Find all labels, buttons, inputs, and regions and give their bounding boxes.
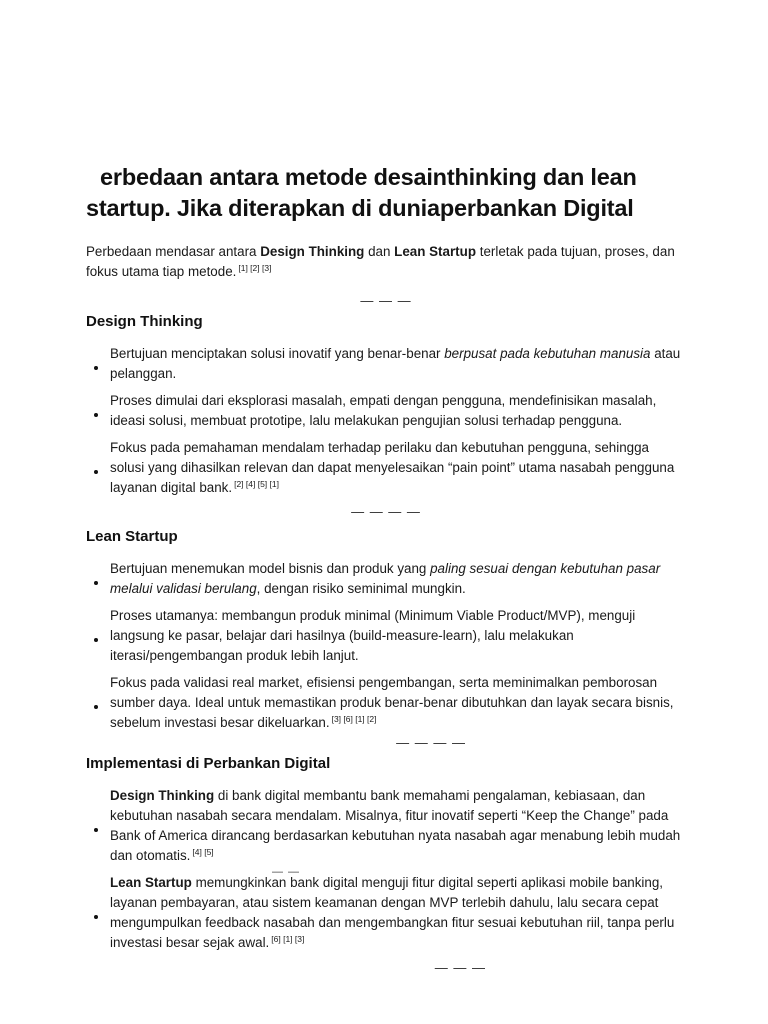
- section-heading-lean-startup: Lean Startup: [86, 528, 178, 545]
- list-item: [86, 559, 686, 599]
- stray-mark: — —: [272, 866, 301, 878]
- implementasi-list: [86, 786, 686, 953]
- list-item-text: memungkinkan bank digital menguji fitur digital seperti aplikasi mobile banking, layanan pembayaran, atau sistem keamanan dengan MVP terlebih dahulu, lalu secara cepat mengumpulkan feedback nasabah dan mengembangkan fitur sesuai kebutuhan riil, tanpa perlu investasi besar sejak awal.: [110, 875, 675, 950]
- bullet-icon: [94, 915, 98, 919]
- list-item-text: , dengan risiko seminimal mungkin.: [256, 581, 466, 596]
- list-item: [86, 606, 686, 666]
- list-item: [86, 344, 686, 384]
- divider: — — — —: [396, 735, 466, 750]
- page-title: [86, 162, 686, 224]
- bullet-icon: [94, 638, 98, 642]
- list-item: [86, 873, 686, 953]
- list-item-text: Bertujuan menciptakan solusi inovatif yang benar-benar: [110, 346, 445, 361]
- list-item-bold: Lean Startup: [110, 875, 192, 890]
- list-item-text: di bank digital membantu bank memahami pengalaman, kebiasaan, dan kebutuhan nasabah secara mendalam. Misalnya, fitur inovatif seperti “Keep the Change” pada Bank of America dirancang berdasarkan kebutuhan nyata nasabah agar menabung lebih mudah dan otomatis.: [110, 788, 681, 863]
- divider: — — —: [360, 293, 412, 308]
- bullet-icon: [94, 366, 98, 370]
- list-item-text: Proses dimulai dari eksplorasi masalah, empati dengan pengguna, mendefinisikan masalah, ideasi solusi, membuat prototipe, lalu melakukan pengujian solusi terhadap pengguna.: [110, 393, 657, 428]
- list-item-text: Bertujuan menemukan model bisnis dan produk yang: [110, 561, 431, 576]
- section-heading-design-thinking: Design Thinking: [86, 313, 203, 330]
- citation-refs[interactable]: [6] [1] [3]: [271, 933, 305, 944]
- list-item: [86, 786, 686, 866]
- section-heading-implementasi: Implementasi di Perbankan Digital: [86, 755, 331, 772]
- list-item-italic: berpusat pada kebutuhan manusia: [444, 346, 651, 361]
- citation-refs[interactable]: [2] [4] [5] [1]: [234, 478, 279, 489]
- bullet-icon: [94, 581, 98, 585]
- list-item: [86, 391, 686, 431]
- divider: — — — —: [351, 504, 421, 519]
- intro-bold-lean-startup: Lean Startup: [394, 244, 476, 259]
- list-item-bold: Design Thinking: [110, 788, 215, 803]
- list-item-italic: paling sesuai dengan kebutuhan pasar melalui validasi berulang: [110, 561, 661, 596]
- intro-paragraph: [86, 242, 686, 282]
- intro-bold-design-thinking: Design Thinking: [260, 244, 365, 259]
- citation-refs[interactable]: [1] [2] [3]: [238, 262, 272, 273]
- list-item-text: atau pelanggan.: [110, 346, 681, 381]
- bullet-icon: [94, 705, 98, 709]
- list-item: [86, 438, 686, 498]
- divider: — — —: [434, 960, 486, 975]
- design-thinking-list: [86, 344, 686, 498]
- list-item: [86, 673, 686, 733]
- document: [86, 162, 686, 975]
- list-item-text: Proses utamanya: membangun produk minimal (Minimum Viable Product/MVP), menguji langsung ke pasar, belajar dari hasilnya (build-measure-learn), lalu melakukan iterasi/pengembangan produk lebih lanjut.: [110, 608, 636, 663]
- intro-text: dan: [364, 244, 395, 259]
- citation-refs[interactable]: [4] [5]: [192, 846, 214, 857]
- page-title-text: erbedaan antara metode desainthinking dan lean startup. Jika diterapkan di duniaperbankan Digital: [86, 164, 637, 221]
- bullet-icon: [94, 470, 98, 474]
- list-item-text: Fokus pada pemahaman mendalam terhadap perilaku dan kebutuhan pengguna, sehingga solusi yang dihasilkan relevan dan dapat menyelesaikan “pain point” utama nasabah pengguna layanan digital bank.: [110, 440, 675, 495]
- citation-refs[interactable]: [3] [6] [1] [2]: [331, 713, 377, 724]
- bullet-icon: [94, 828, 98, 832]
- lean-startup-list: [86, 559, 686, 733]
- intro-text: Perbedaan mendasar antara: [86, 244, 261, 259]
- intro-text: terletak pada tujuan, proses, dan fokus utama tiap metode.: [86, 244, 675, 279]
- list-item-text: Fokus pada validasi real market, efisiensi pengembangan, serta meminimalkan pemborosan sumber daya. Ideal untuk memastikan produk benar-benar dibutuhkan dan layak secara bisnis, sebelum investasi besar dikeluarkan.: [110, 675, 674, 730]
- bullet-icon: [94, 413, 98, 417]
